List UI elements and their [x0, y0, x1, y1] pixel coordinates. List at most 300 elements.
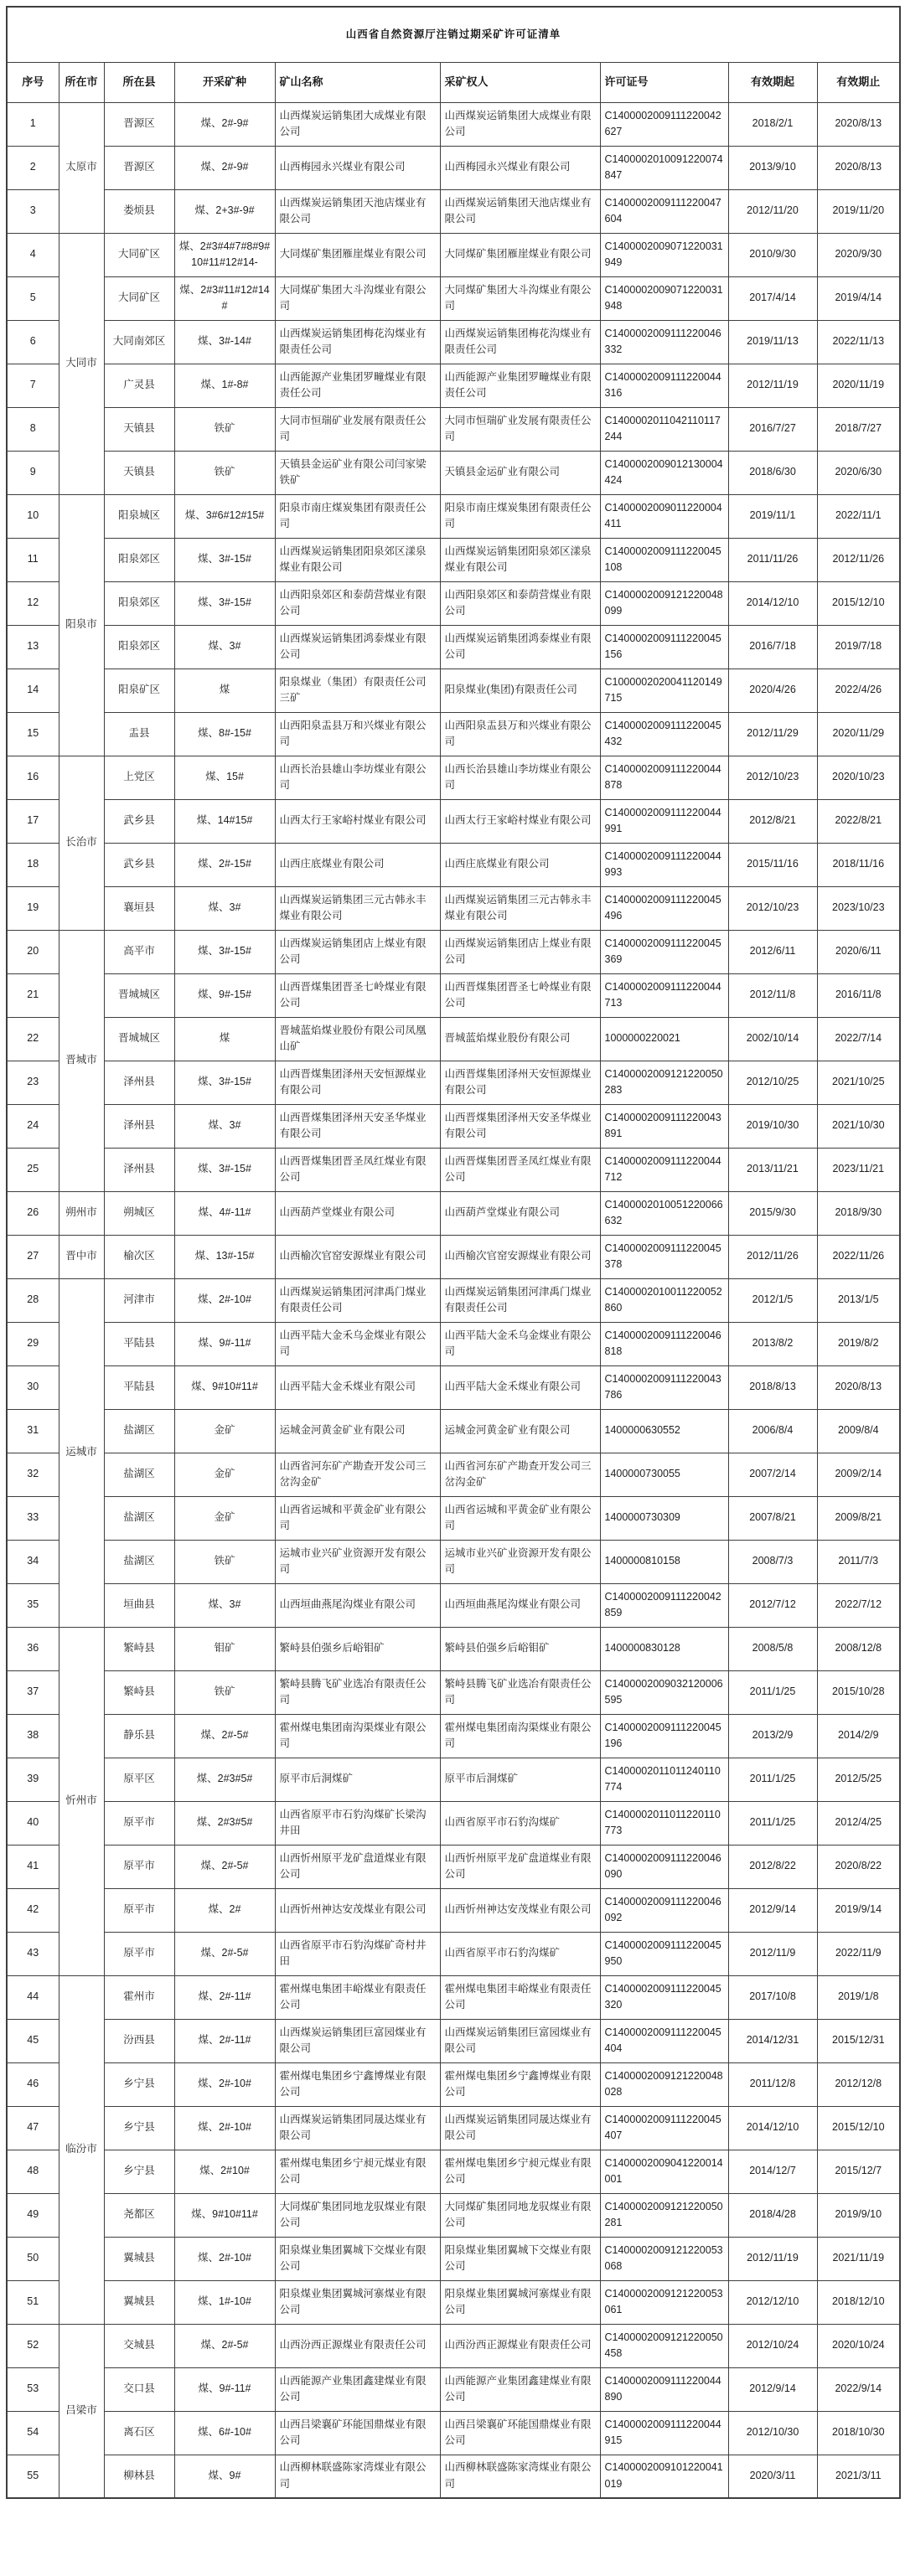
table-row [7, 1061, 900, 1104]
cell-serial-number: 49 [7, 2193, 59, 2237]
cell-mine-name: 晋城蓝焰煤业股份有限公司凤凰山矿 [275, 1017, 440, 1061]
table-row [7, 538, 900, 581]
cell-serial-number: 17 [7, 799, 59, 843]
cell-serial-number: 51 [7, 2280, 59, 2324]
cell-license-number: C1400002009011220004411 [600, 494, 728, 538]
cell-mining-rights-holder: 山西梅园永兴煤业有限公司 [440, 146, 600, 189]
cell-license-number: C1400002009111220044993 [600, 843, 728, 886]
table-row [7, 1322, 900, 1365]
table-row [7, 581, 900, 625]
cell-county: 交城县 [104, 2324, 174, 2367]
cell-mining-rights-holder: 山西煤炭运销集团天池店煤业有限公司 [440, 189, 600, 233]
cell-license-number: C1400002009111220046818 [600, 1322, 728, 1365]
table-row [7, 712, 900, 756]
cell-license-number: C1400002009111220044991 [600, 799, 728, 843]
cell-mineral-type: 金矿 [174, 1409, 275, 1453]
cell-serial-number: 54 [7, 2411, 59, 2455]
cell-mining-rights-holder: 霍州煤电集团丰峪煤业有限责任公司 [440, 1975, 600, 2019]
cell-mine-name: 运城市业兴矿业资源开发有限公司 [275, 1540, 440, 1583]
cell-valid-from: 2012/10/25 [728, 1061, 817, 1104]
cell-serial-number: 13 [7, 625, 59, 669]
cell-mineral-type: 煤、2#-11# [174, 1975, 275, 2019]
cell-valid-to: 2009/8/21 [817, 1496, 900, 1540]
cell-city: 运城市 [59, 1278, 104, 1627]
cell-mineral-type: 煤、9#-11# [174, 1322, 275, 1365]
cell-mining-rights-holder: 晋城蓝焰煤业股份有限公司 [440, 1017, 600, 1061]
cell-serial-number: 23 [7, 1061, 59, 1104]
cell-mining-rights-holder: 山西榆次官窑安源煤业有限公司 [440, 1235, 600, 1278]
table-row [7, 930, 900, 973]
cell-county: 朔城区 [104, 1191, 174, 1235]
cell-valid-from: 2012/11/19 [728, 364, 817, 407]
table-row [7, 669, 900, 712]
table-row [7, 364, 900, 407]
cell-serial-number: 19 [7, 886, 59, 930]
cell-mine-name: 大同煤矿集团大斗沟煤业有限公司 [275, 276, 440, 320]
cell-serial-number: 48 [7, 2150, 59, 2193]
cell-mining-rights-holder: 山西能源产业集团鑫建煤业有限公司 [440, 2367, 600, 2411]
cell-mine-name: 天镇县金运矿业有限公司闫家梁铁矿 [275, 451, 440, 494]
cell-mining-rights-holder: 山西阳泉盂县万和兴煤业有限公司 [440, 712, 600, 756]
table-row [7, 2062, 900, 2106]
cell-serial-number: 52 [7, 2324, 59, 2367]
cell-serial-number: 20 [7, 930, 59, 973]
cell-serial-number: 4 [7, 233, 59, 276]
cell-mineral-type: 煤、1#-8# [174, 364, 275, 407]
cell-mineral-type: 煤、2#-10# [174, 2237, 275, 2280]
cell-county: 襄垣县 [104, 886, 174, 930]
cell-serial-number: 3 [7, 189, 59, 233]
cell-valid-to: 2015/10/28 [817, 1670, 900, 1714]
cell-mine-name: 山西能源产业集团罗疃煤业有限责任公司 [275, 364, 440, 407]
cell-mine-name: 繁峙县伯强乡后峪钼矿 [275, 1627, 440, 1670]
cell-serial-number: 38 [7, 1714, 59, 1758]
table-row [7, 2150, 900, 2193]
cell-mineral-type: 煤、2#-10# [174, 2106, 275, 2150]
cell-county: 阳泉城区 [104, 494, 174, 538]
cell-county: 盂县 [104, 712, 174, 756]
cell-mineral-type: 铁矿 [174, 1540, 275, 1583]
cell-valid-from: 2012/9/14 [728, 1888, 817, 1932]
cell-valid-from: 2012/7/12 [728, 1583, 817, 1627]
table-row [7, 1409, 900, 1453]
cell-county: 原平市 [104, 1801, 174, 1845]
cell-mine-name: 山西柳林联盛陈家湾煤业有限公司 [275, 2455, 440, 2498]
table-row [7, 1017, 900, 1061]
cell-county: 娄烦县 [104, 189, 174, 233]
table-row [7, 2280, 900, 2324]
cell-city: 朔州市 [59, 1191, 104, 1235]
cell-mineral-type: 煤、3#-15# [174, 581, 275, 625]
cell-license-number: C1400002009111220045407 [600, 2106, 728, 2150]
cell-license-number: 1400000730055 [600, 1453, 728, 1496]
cell-license-number: C1400002009121220050283 [600, 1061, 728, 1104]
cell-county: 大同南郊区 [104, 320, 174, 364]
cell-county: 垣曲县 [104, 1583, 174, 1627]
cell-serial-number: 31 [7, 1409, 59, 1453]
cell-license-number: C1400002009111220045108 [600, 538, 728, 581]
cell-county: 繁峙县 [104, 1627, 174, 1670]
cell-license-number: C1400002009111220045196 [600, 1714, 728, 1758]
cell-mining-rights-holder: 山西忻州神达安茂煤业有限公司 [440, 1888, 600, 1932]
cell-mineral-type: 煤、6#-10# [174, 2411, 275, 2455]
cell-city: 吕梁市 [59, 2324, 104, 2498]
cell-county: 天镇县 [104, 407, 174, 451]
cell-license-number: C1400002011042110117244 [600, 407, 728, 451]
cell-mining-rights-holder: 霍州煤电集团乡宁昶元煤业有限公司 [440, 2150, 600, 2193]
cell-valid-to: 2009/8/4 [817, 1409, 900, 1453]
table-row [7, 1278, 900, 1322]
table-row [7, 276, 900, 320]
table-row [7, 2455, 900, 2498]
cell-mine-name: 山西煤炭运销集团天池店煤业有限公司 [275, 189, 440, 233]
cell-serial-number: 25 [7, 1148, 59, 1191]
cell-mining-rights-holder: 山西省运城和平黄金矿业有限公司 [440, 1496, 600, 1540]
cell-mining-rights-holder: 大同市恒瑞矿业发展有限责任公司 [440, 407, 600, 451]
cell-mining-rights-holder: 运城金河黄金矿业有限公司 [440, 1409, 600, 1453]
cell-mineral-type: 煤、3#6#12#15# [174, 494, 275, 538]
cell-valid-from: 2020/3/11 [728, 2455, 817, 2498]
cell-mining-rights-holder: 山西汾西正源煤业有限责任公司 [440, 2324, 600, 2367]
cell-county: 盐湖区 [104, 1540, 174, 1583]
cell-city: 大同市 [59, 233, 104, 494]
table-row [7, 1888, 900, 1932]
cell-mining-rights-holder: 山西忻州原平龙矿盘道煤业有限公司 [440, 1845, 600, 1888]
cell-valid-from: 2012/10/23 [728, 886, 817, 930]
cell-mine-name: 山西晋煤集团晋圣七岭煤业有限公司 [275, 973, 440, 1017]
cell-valid-from: 2019/10/30 [728, 1104, 817, 1148]
cell-city: 忻州市 [59, 1627, 104, 1975]
cell-valid-from: 2016/7/27 [728, 407, 817, 451]
table-row [7, 494, 900, 538]
cell-license-number: 1400000730309 [600, 1496, 728, 1540]
cell-mine-name: 山西煤炭运销集团店上煤业有限公司 [275, 930, 440, 973]
cell-serial-number: 26 [7, 1191, 59, 1235]
cell-county: 平陆县 [104, 1365, 174, 1409]
cell-mining-rights-holder: 山西平陆大金禾乌金煤业有限公司 [440, 1322, 600, 1365]
table-row [7, 1583, 900, 1627]
cell-valid-from: 2016/7/18 [728, 625, 817, 669]
column-header-4: 矿山名称 [275, 62, 440, 102]
cell-valid-from: 2010/9/30 [728, 233, 817, 276]
table-row [7, 451, 900, 494]
cell-county: 盐湖区 [104, 1496, 174, 1540]
cell-county: 晋城城区 [104, 973, 174, 1017]
cell-mining-rights-holder: 天镇县金运矿业有限公司 [440, 451, 600, 494]
cell-mineral-type: 煤、2# [174, 1888, 275, 1932]
cell-serial-number: 29 [7, 1322, 59, 1365]
cell-valid-from: 2011/1/25 [728, 1801, 817, 1845]
cell-valid-to: 2018/10/30 [817, 2411, 900, 2455]
cell-mining-rights-holder: 阳泉煤业(集团)有限责任公司 [440, 669, 600, 712]
cell-valid-to: 2023/11/21 [817, 1148, 900, 1191]
cell-mine-name: 原平市后洞煤矿 [275, 1758, 440, 1801]
cell-mining-rights-holder: 山西省原平市石豹沟煤矿 [440, 1801, 600, 1845]
cell-serial-number: 1 [7, 102, 59, 146]
cell-license-number: 1400000630552 [600, 1409, 728, 1453]
cell-mine-name: 大同煤矿集团同地龙驭煤业有限公司 [275, 2193, 440, 2237]
cell-serial-number: 22 [7, 1017, 59, 1061]
cell-mine-name: 霍州煤电集团南沟渠煤业有限公司 [275, 1714, 440, 1758]
cell-license-number: C1400002009111220044878 [600, 756, 728, 799]
cell-mineral-type: 煤、3# [174, 1583, 275, 1627]
cell-valid-from: 2007/8/21 [728, 1496, 817, 1540]
cell-serial-number: 16 [7, 756, 59, 799]
cell-mine-name: 山西太行王家峪村煤业有限公司 [275, 799, 440, 843]
table-row [7, 1801, 900, 1845]
cell-license-number: C1400002009111220044713 [600, 973, 728, 1017]
cell-mining-rights-holder: 阳泉煤业集团翼城河寨煤业有限公司 [440, 2280, 600, 2324]
cell-license-number: C1400002009111220044712 [600, 1148, 728, 1191]
cell-mining-rights-holder: 山西晋煤集团晋圣凤红煤业有限公司 [440, 1148, 600, 1191]
cell-mine-name: 山西煤炭运销集团河津禹门煤业有限责任公司 [275, 1278, 440, 1322]
cell-county: 泽州县 [104, 1104, 174, 1148]
cell-mine-name: 山西忻州神达安茂煤业有限公司 [275, 1888, 440, 1932]
cell-county: 阳泉郊区 [104, 625, 174, 669]
cell-mine-name: 山西葫芦堂煤业有限公司 [275, 1191, 440, 1235]
cell-valid-from: 2015/11/16 [728, 843, 817, 886]
cell-serial-number: 36 [7, 1627, 59, 1670]
cell-county: 离石区 [104, 2411, 174, 2455]
cell-serial-number: 7 [7, 364, 59, 407]
cell-mineral-type: 煤、3#-14# [174, 320, 275, 364]
cell-mineral-type: 煤、2#-11# [174, 2019, 275, 2062]
cell-license-number: C1400002009111220044316 [600, 364, 728, 407]
table-row [7, 625, 900, 669]
cell-mineral-type: 煤、2+3#-9# [174, 189, 275, 233]
cell-serial-number: 5 [7, 276, 59, 320]
cell-mine-name: 山西省原平市石豹沟煤矿长梁沟井田 [275, 1801, 440, 1845]
cell-mineral-type: 煤、9#10#11# [174, 1365, 275, 1409]
cell-license-number: 1400000830128 [600, 1627, 728, 1670]
cell-valid-from: 2012/11/8 [728, 973, 817, 1017]
cell-county: 乡宁县 [104, 2150, 174, 2193]
title-row [7, 7, 900, 62]
cell-county: 武乡县 [104, 799, 174, 843]
cell-mining-rights-holder: 山西煤炭运销集团同晟达煤业有限公司 [440, 2106, 600, 2150]
cell-valid-from: 2012/11/20 [728, 189, 817, 233]
cell-mineral-type: 煤、3#-15# [174, 930, 275, 973]
cell-county: 盐湖区 [104, 1453, 174, 1496]
cell-valid-to: 2019/11/20 [817, 189, 900, 233]
cell-valid-to: 2022/7/12 [817, 1583, 900, 1627]
cell-county: 柳林县 [104, 2455, 174, 2498]
cell-mineral-type: 煤 [174, 1017, 275, 1061]
cell-valid-from: 2011/1/25 [728, 1670, 817, 1714]
cell-valid-to: 2022/11/13 [817, 320, 900, 364]
cell-license-number: C1400002009121220053068 [600, 2237, 728, 2280]
cell-serial-number: 34 [7, 1540, 59, 1583]
license-table [6, 6, 901, 2499]
cell-mine-name: 阳泉煤业集团翼城河寨煤业有限公司 [275, 2280, 440, 2324]
cell-valid-from: 2012/11/9 [728, 1932, 817, 1975]
cell-county: 霍州市 [104, 1975, 174, 2019]
cell-mineral-type: 煤、2#-9# [174, 102, 275, 146]
cell-serial-number: 12 [7, 581, 59, 625]
cell-county: 原平市 [104, 1932, 174, 1975]
cell-mine-name: 大同煤矿集团雁崖煤业有限公司 [275, 233, 440, 276]
cell-serial-number: 42 [7, 1888, 59, 1932]
cell-mining-rights-holder: 山西晋煤集团泽州天安圣华煤业有限公司 [440, 1104, 600, 1148]
cell-valid-to: 2020/10/24 [817, 2324, 900, 2367]
cell-license-number: C1400002009101220041019 [600, 2455, 728, 2498]
cell-mine-name: 山西吕梁襄矿环能国鼎煤业有限公司 [275, 2411, 440, 2455]
cell-valid-from: 2012/10/24 [728, 2324, 817, 2367]
cell-mineral-type: 煤、2#10# [174, 2150, 275, 2193]
cell-license-number: C1400002009111220045156 [600, 625, 728, 669]
cell-mineral-type: 煤、9# [174, 2455, 275, 2498]
cell-mine-name: 山西晋煤集团泽州天安圣华煤业有限公司 [275, 1104, 440, 1148]
column-header-1: 所在市 [59, 62, 104, 102]
cell-county: 河津市 [104, 1278, 174, 1322]
cell-valid-to: 2020/11/19 [817, 364, 900, 407]
cell-license-number: C1400002009032120006595 [600, 1670, 728, 1714]
cell-mining-rights-holder: 山西太行王家峪村煤业有限公司 [440, 799, 600, 843]
cell-county: 尧都区 [104, 2193, 174, 2237]
table-row [7, 2324, 900, 2367]
table-row [7, 102, 900, 146]
table-row [7, 1104, 900, 1148]
cell-county: 盐湖区 [104, 1409, 174, 1453]
cell-city: 晋城市 [59, 930, 104, 1191]
cell-serial-number: 41 [7, 1845, 59, 1888]
cell-mine-name: 山西梅园永兴煤业有限公司 [275, 146, 440, 189]
cell-mining-rights-holder: 运城市业兴矿业资源开发有限公司 [440, 1540, 600, 1583]
table-row [7, 1453, 900, 1496]
cell-mineral-type: 金矿 [174, 1453, 275, 1496]
cell-valid-to: 2012/11/26 [817, 538, 900, 581]
cell-valid-from: 2012/11/19 [728, 2237, 817, 2280]
cell-mineral-type: 煤、1#-10# [174, 2280, 275, 2324]
cell-serial-number: 47 [7, 2106, 59, 2150]
cell-serial-number: 11 [7, 538, 59, 581]
cell-valid-to: 2019/1/8 [817, 1975, 900, 2019]
table-row [7, 146, 900, 189]
cell-mine-name: 霍州煤电集团乡宁昶元煤业有限公司 [275, 2150, 440, 2193]
table-row [7, 2367, 900, 2411]
cell-mineral-type: 煤、3#-15# [174, 1061, 275, 1104]
cell-county: 原平市 [104, 1888, 174, 1932]
cell-valid-from: 2008/5/8 [728, 1627, 817, 1670]
cell-valid-from: 2006/8/4 [728, 1409, 817, 1453]
cell-county: 翼城县 [104, 2280, 174, 2324]
cell-city: 晋中市 [59, 1235, 104, 1278]
cell-serial-number: 39 [7, 1758, 59, 1801]
cell-mining-rights-holder: 山西煤炭运销集团阳泉郊区漾泉煤业有限公司 [440, 538, 600, 581]
cell-serial-number: 14 [7, 669, 59, 712]
table-row [7, 233, 900, 276]
cell-license-number: 1400000810158 [600, 1540, 728, 1583]
cell-valid-to: 2020/6/30 [817, 451, 900, 494]
cell-valid-from: 2013/8/2 [728, 1322, 817, 1365]
cell-mine-name: 山西晋煤集团泽州天安恒源煤业有限公司 [275, 1061, 440, 1104]
cell-valid-to: 2020/8/22 [817, 1845, 900, 1888]
column-header-3: 开采矿种 [174, 62, 275, 102]
cell-license-number: C1400002009071220031949 [600, 233, 728, 276]
cell-valid-to: 2008/12/8 [817, 1627, 900, 1670]
cell-valid-to: 2012/5/25 [817, 1758, 900, 1801]
cell-mining-rights-holder: 阳泉市南庄煤炭集团有限责任公司 [440, 494, 600, 538]
cell-mineral-type: 煤、3# [174, 886, 275, 930]
cell-mine-name: 山西煤炭运销集团同晟达煤业有限公司 [275, 2106, 440, 2150]
cell-valid-from: 2017/4/14 [728, 276, 817, 320]
table-row [7, 1365, 900, 1409]
table-row [7, 1932, 900, 1975]
cell-valid-from: 2014/12/10 [728, 581, 817, 625]
cell-serial-number: 9 [7, 451, 59, 494]
column-header-5: 采矿权人 [440, 62, 600, 102]
cell-valid-to: 2013/1/5 [817, 1278, 900, 1322]
cell-valid-from: 2012/8/22 [728, 1845, 817, 1888]
cell-mine-name: 霍州煤电集团丰峪煤业有限责任公司 [275, 1975, 440, 2019]
cell-valid-from: 2012/10/23 [728, 756, 817, 799]
table-row [7, 1191, 900, 1235]
cell-serial-number: 18 [7, 843, 59, 886]
cell-valid-to: 2012/4/25 [817, 1801, 900, 1845]
cell-mine-name: 阳泉煤业集团翼城下交煤业有限公司 [275, 2237, 440, 2280]
cell-mineral-type: 煤、3#-15# [174, 1148, 275, 1191]
table-row [7, 1845, 900, 1888]
cell-license-number: C1400002009121220053061 [600, 2280, 728, 2324]
cell-license-number: C1400002009111220045369 [600, 930, 728, 973]
cell-valid-to: 2020/11/29 [817, 712, 900, 756]
cell-county: 泽州县 [104, 1061, 174, 1104]
cell-license-number: C1400002009111220044890 [600, 2367, 728, 2411]
cell-mineral-type: 煤、2#-5# [174, 1932, 275, 1975]
cell-mine-name: 山西汾西正源煤业有限责任公司 [275, 2324, 440, 2367]
cell-mining-rights-holder: 阳泉煤业集团翼城下交煤业有限公司 [440, 2237, 600, 2280]
cell-mine-name: 山西煤炭运销集团三元古韩永丰煤业有限公司 [275, 886, 440, 930]
cell-city: 太原市 [59, 102, 104, 233]
cell-license-number: C1400002009111220047604 [600, 189, 728, 233]
cell-valid-from: 2014/12/7 [728, 2150, 817, 2193]
cell-valid-to: 2018/12/10 [817, 2280, 900, 2324]
cell-valid-to: 2022/11/26 [817, 1235, 900, 1278]
cell-mining-rights-holder: 山西煤炭运销集团三元古韩永丰煤业有限公司 [440, 886, 600, 930]
table-row [7, 2237, 900, 2280]
cell-license-number: C1400002009071220031948 [600, 276, 728, 320]
cell-mine-name: 山西平陆大金禾乌金煤业有限公司 [275, 1322, 440, 1365]
cell-county: 阳泉郊区 [104, 538, 174, 581]
cell-mineral-type: 煤、3# [174, 625, 275, 669]
cell-mining-rights-holder: 原平市后洞煤矿 [440, 1758, 600, 1801]
cell-valid-from: 2017/10/8 [728, 1975, 817, 2019]
table-row [7, 1975, 900, 2019]
table-row [7, 756, 900, 799]
cell-mine-name: 山西忻州原平龙矿盘道煤业有限公司 [275, 1845, 440, 1888]
cell-valid-to: 2022/11/1 [817, 494, 900, 538]
cell-valid-from: 2018/6/30 [728, 451, 817, 494]
cell-mining-rights-holder: 山西柳林联盛陈家湾煤业有限公司 [440, 2455, 600, 2498]
cell-mineral-type: 煤、2#-5# [174, 2324, 275, 2367]
cell-valid-to: 2012/12/8 [817, 2062, 900, 2106]
cell-mining-rights-holder: 山西煤炭运销集团河津禹门煤业有限责任公司 [440, 1278, 600, 1322]
cell-mine-name: 山西省河东矿产勘查开发公司三岔沟金矿 [275, 1453, 440, 1496]
cell-valid-to: 2015/12/31 [817, 2019, 900, 2062]
cell-county: 大同矿区 [104, 233, 174, 276]
cell-mining-rights-holder: 繁峙县伯强乡后峪钼矿 [440, 1627, 600, 1670]
table-row [7, 1758, 900, 1801]
header-row [7, 62, 900, 102]
cell-license-number: 1000000220021 [600, 1017, 728, 1061]
cell-mineral-type: 煤、3#-15# [174, 538, 275, 581]
cell-county: 原平区 [104, 1758, 174, 1801]
cell-license-number: C1400002011011240110774 [600, 1758, 728, 1801]
cell-mine-name: 大同市恒瑞矿业发展有限责任公司 [275, 407, 440, 451]
cell-valid-from: 2011/12/8 [728, 2062, 817, 2106]
column-header-2: 所在县 [104, 62, 174, 102]
cell-serial-number: 33 [7, 1496, 59, 1540]
